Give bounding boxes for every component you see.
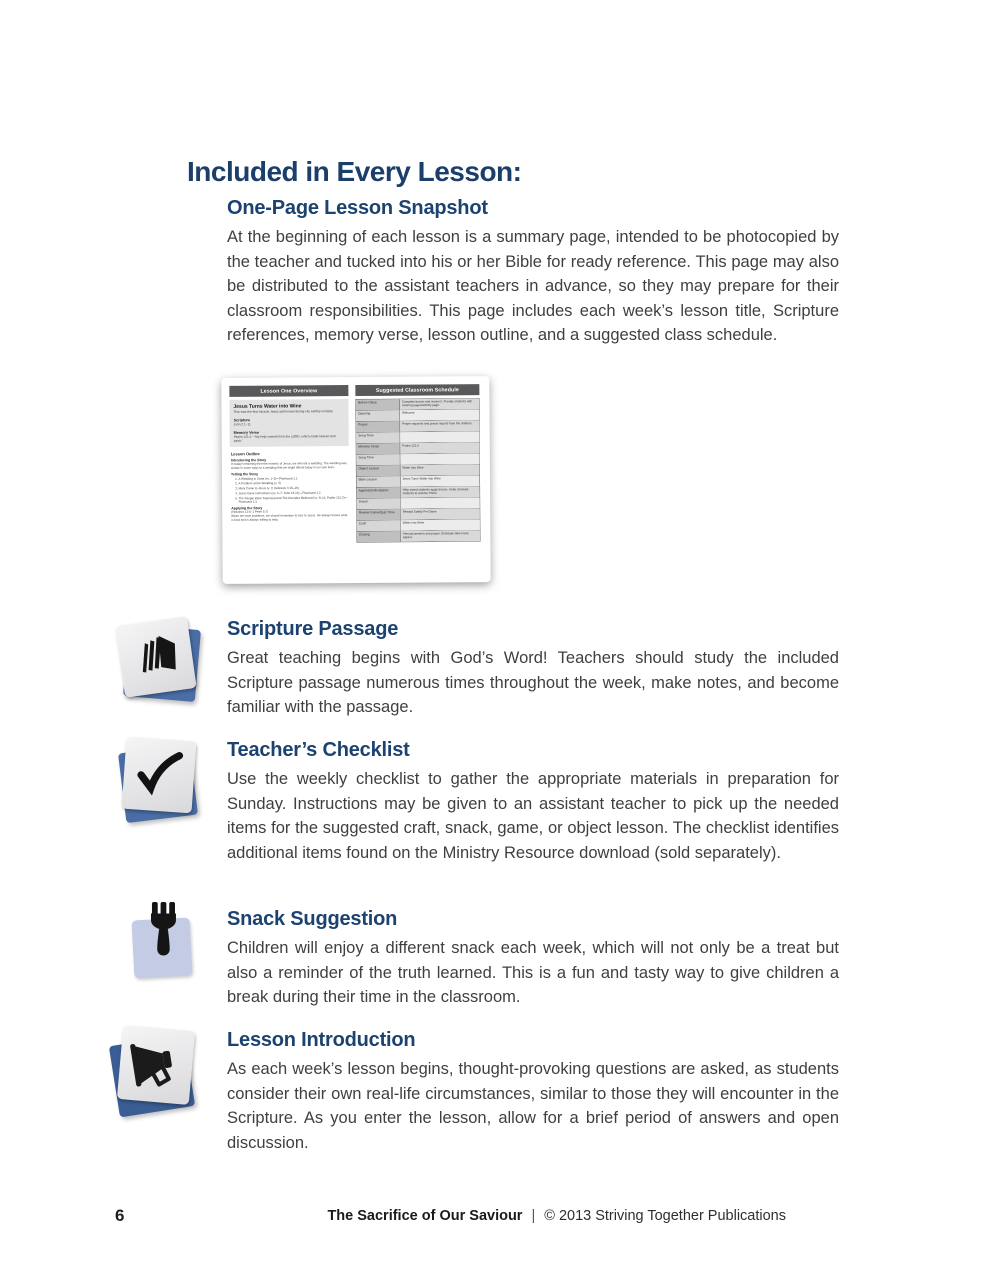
- section-title-introduction: Lesson Introduction: [227, 1029, 416, 1051]
- page-title: Included in Every Lesson:: [187, 156, 522, 187]
- memory-verse-text: Psalm 121:2—“My help cometh from the LORD, which made heaven and earth.”: [233, 434, 336, 443]
- fork-icon: [139, 901, 187, 975]
- footer-book-title: The Sacrifice of Our Saviour: [327, 1208, 523, 1224]
- telling-story-label: Telling the Story: [230, 472, 259, 477]
- scripture-passage-icon: [116, 619, 204, 707]
- schedule-row: [357, 487, 480, 499]
- schedule-row: [356, 454, 479, 466]
- lesson-snapshot-thumbnail: [221, 376, 490, 584]
- overview-header: Lesson One Overview: [229, 385, 348, 397]
- footer-copyright: © 2013 Striving Together Publications: [544, 1208, 786, 1224]
- schedule-row: [357, 531, 480, 543]
- telling-story-item: 2. A Problem at the Wedding (v. 3): [239, 482, 349, 486]
- schedule-cell-value: Water into Wine: [400, 465, 479, 476]
- snack-suggestion-icon: [131, 901, 199, 979]
- schedule-header: Suggested Classroom Schedule: [355, 384, 479, 396]
- megaphone-icon: [125, 1034, 188, 1097]
- schedule-cell-value: Help saved students apply lesson. Invite unsaved students to receive Christ.: [401, 487, 480, 498]
- schedule-cell-value: Complete lesson and review it. Provide students with coloring pages/activity page.: [400, 399, 479, 410]
- schedule-cell-label: Opening: [356, 410, 400, 421]
- telling-story-item: 1. A Wedding in Cana (vv. 1–2)—Flashcard 1.1: [238, 477, 348, 481]
- checkmark-icon: [129, 745, 189, 805]
- schedule-cell-value: [400, 454, 479, 465]
- applying-story-label: Applying the Story: [231, 506, 263, 511]
- schedule-table: [355, 398, 480, 542]
- section-body-snack: Children will enjoy a different snack each week, which will not only be a treat but also a reminder of the truth learned. This is a fun and tasty way to give children a break during their time in the classroom.: [227, 939, 839, 1007]
- section-body-snapshot: At the beginning of each lesson is a summary page, intended to be photocopied by the teacher and tucked into his or her Bible for ready reference. This page may also be distributed to the assistant teachers in advance, so they may prepare for their classroom responsibilities. This page includes each week’s lesson title, Scripture references, memory verse, lesson outline, and a suggested class schedule.: [227, 228, 839, 345]
- schedule-cell-label: Before Class: [356, 399, 400, 410]
- telling-story-item: 4. Jesus Gave Instructions (vv. 4–7; John 15:14)—Flashcard 1.2: [239, 491, 349, 495]
- schedule-row: [356, 465, 479, 477]
- schedule-cell-label: Closing: [357, 531, 401, 542]
- schedule-row: [356, 432, 479, 444]
- schedule-cell-value: Prayer requests and praise reports from the children.: [400, 421, 479, 432]
- schedule-cell-label: Song Time: [356, 432, 400, 443]
- schedule-cell-label: Memory Verse: [356, 443, 400, 454]
- schedule-cell-value: [400, 432, 479, 443]
- schedule-cell-value: Water into Wine: [401, 520, 480, 531]
- section-body-scripture: Great teaching begins with God’s Word! Teachers should study the included Scripture passage numerous times throughout the week, make notes, and become familiar with the passage.: [227, 649, 839, 717]
- page-number: 6: [115, 1206, 125, 1225]
- schedule-cell-value: [401, 498, 480, 509]
- schedule-cell-label: Object Lesson: [356, 465, 400, 476]
- schedule-cell-label: Craft: [357, 520, 401, 531]
- schedule-cell-label: Prayer: [356, 421, 400, 432]
- schedule-row: [356, 421, 479, 433]
- snapshot-schedule-column: [355, 384, 480, 575]
- teachers-checklist-icon: [116, 737, 204, 825]
- section-title-snack: Snack Suggestion: [227, 908, 398, 930]
- outline-label: Lesson Outline: [230, 451, 260, 457]
- schedule-cell-label: Review Game/Quiz Time: [357, 509, 401, 520]
- section-title-scripture: Scripture Passage: [227, 618, 399, 640]
- introducing-story-label: Introducing the Story: [230, 458, 267, 463]
- icon-tile: [115, 616, 196, 697]
- telling-story-list: [231, 477, 348, 504]
- schedule-row: [357, 509, 480, 521]
- section-body-introduction: As each week’s lesson begins, thought-provoking questions are asked, as students consider their own real-life circumstances, similar to those they will encounter in the Scripture. As you enter the lesson, allow for a brief period of answers and open discussion.: [227, 1060, 839, 1152]
- lesson-title: Jesus Turns Water into Wine: [233, 403, 302, 410]
- lesson-outline: [230, 451, 349, 522]
- lesson-subtitle: This was the first miracle Jesus performed during His earthly ministry.: [233, 409, 334, 414]
- schedule-cell-label: Snack: [357, 498, 401, 509]
- telling-story-item: 5. The People Were Surprised and The Disciples Believed (vv. 8–11; Psalm 121:2)—Flashcard 1.3: [239, 496, 349, 504]
- overview-summary-panel: [229, 399, 348, 447]
- telling-story-item: 3. Mary Came to Jesus (v. 3; Hebrews 4:15–16): [239, 487, 349, 491]
- schedule-cell-value: Reward Safety Pin Game: [401, 509, 480, 520]
- schedule-row: [356, 443, 479, 455]
- introducing-story-text: In today’s teaching from the ministry of Jesus, we will visit a wedding. The wedding was similar in some ways to a wedding that we might attend today in our own lives.: [230, 462, 347, 470]
- schedule-row: [357, 498, 480, 510]
- icon-tile: [117, 1025, 195, 1105]
- schedule-cell-value: Announcements and prayer. Distribute take-home papers.: [401, 531, 480, 542]
- section-title-checklist: Teacher’s Checklist: [227, 739, 410, 761]
- schedule-cell-value: Welcome: [400, 410, 479, 421]
- footer: [327, 1208, 786, 1224]
- lesson-introduction-icon: [110, 1026, 202, 1118]
- footer-divider: |: [531, 1208, 536, 1224]
- icon-tile: [122, 737, 197, 814]
- schedule-cell-label: Application/Invitation: [357, 487, 401, 498]
- schedule-cell-label: Song Time: [356, 454, 400, 465]
- snapshot-overview-column: [229, 385, 349, 576]
- schedule-cell-label: Bible Lesson: [356, 476, 400, 487]
- scripture-label: Scripture: [233, 417, 251, 423]
- book-icon: [126, 627, 187, 688]
- memory-verse-label: Memory Verse: [233, 430, 260, 435]
- section-title-snapshot: One-Page Lesson Snapshot: [227, 197, 488, 219]
- schedule-cell-value: Psalm 121:2: [400, 443, 479, 454]
- applying-story-refs: (Hebrews 13:8; 1 Peter 5:7): [231, 510, 269, 514]
- schedule-cell-value: Jesus Turns Water into Wine: [400, 476, 479, 487]
- applying-story-text: When we have problems, we should remember to turn to Jesus. He always knows what is best and is always willing to help.: [231, 514, 348, 522]
- schedule-row: [357, 520, 480, 532]
- schedule-row: [356, 399, 479, 411]
- schedule-row: [356, 410, 479, 422]
- schedule-row: [356, 476, 479, 488]
- scripture-reference: John 2:1–11: [233, 422, 251, 427]
- section-body-checklist: Use the weekly checklist to gather the appropriate materials in preparation for Sunday. Instructions may be given to an assistant teacher to pick up the needed items for the suggested craft, snack, game, or object lesson. The checklist identifies additional items found on the Ministry Resource download (sold separately).: [227, 770, 839, 862]
